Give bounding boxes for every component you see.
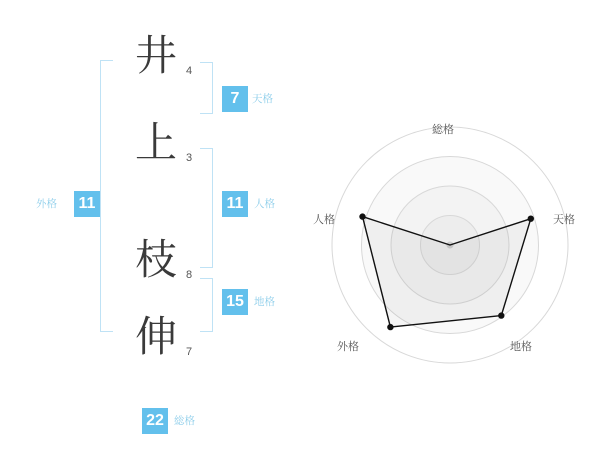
- score-label-tenkaku: 天格: [252, 93, 273, 105]
- score-chip-jinkaku[interactable]: 11: [222, 191, 248, 217]
- radar-axis-label-jinkaku: 人格: [313, 214, 335, 226]
- bracket-chikaku: [200, 278, 213, 332]
- score-chip-chikaku[interactable]: 15: [222, 289, 248, 315]
- stroke-count-4: 7: [186, 346, 193, 358]
- score-label-jinkaku: 人格: [254, 198, 275, 210]
- stroke-count-3: 8: [186, 269, 193, 281]
- score-label-soukaku: 総格: [174, 415, 195, 427]
- score-label-chikaku: 地格: [254, 296, 275, 308]
- radar-chart: [310, 110, 590, 390]
- stroke-count-1: 4: [186, 65, 193, 77]
- kanji-char-2: 上: [134, 121, 177, 167]
- score-label-gaikaku: 外格: [36, 198, 57, 210]
- kanji-char-4: 伸: [134, 315, 177, 361]
- radar-axis-label-gaikaku: 外格: [337, 341, 359, 353]
- radar-axis-label-tenkaku: 天格: [553, 214, 575, 226]
- score-chip-gaikaku[interactable]: 11: [74, 191, 100, 217]
- bracket-gaikaku: [100, 60, 113, 332]
- score-chip-soukaku[interactable]: 22: [142, 408, 168, 434]
- kanji-char-3: 枝: [134, 238, 177, 284]
- score-chip-tenkaku[interactable]: 7: [222, 86, 248, 112]
- radar-axis-label-chikaku: 地格: [510, 341, 532, 353]
- stroke-count-2: 3: [186, 152, 193, 164]
- kanji-char-1: 井: [134, 34, 177, 80]
- bracket-jinkaku: [200, 148, 213, 268]
- bracket-tenkaku: [200, 62, 213, 114]
- radar-axis-label-soukaku: 総格: [432, 124, 454, 136]
